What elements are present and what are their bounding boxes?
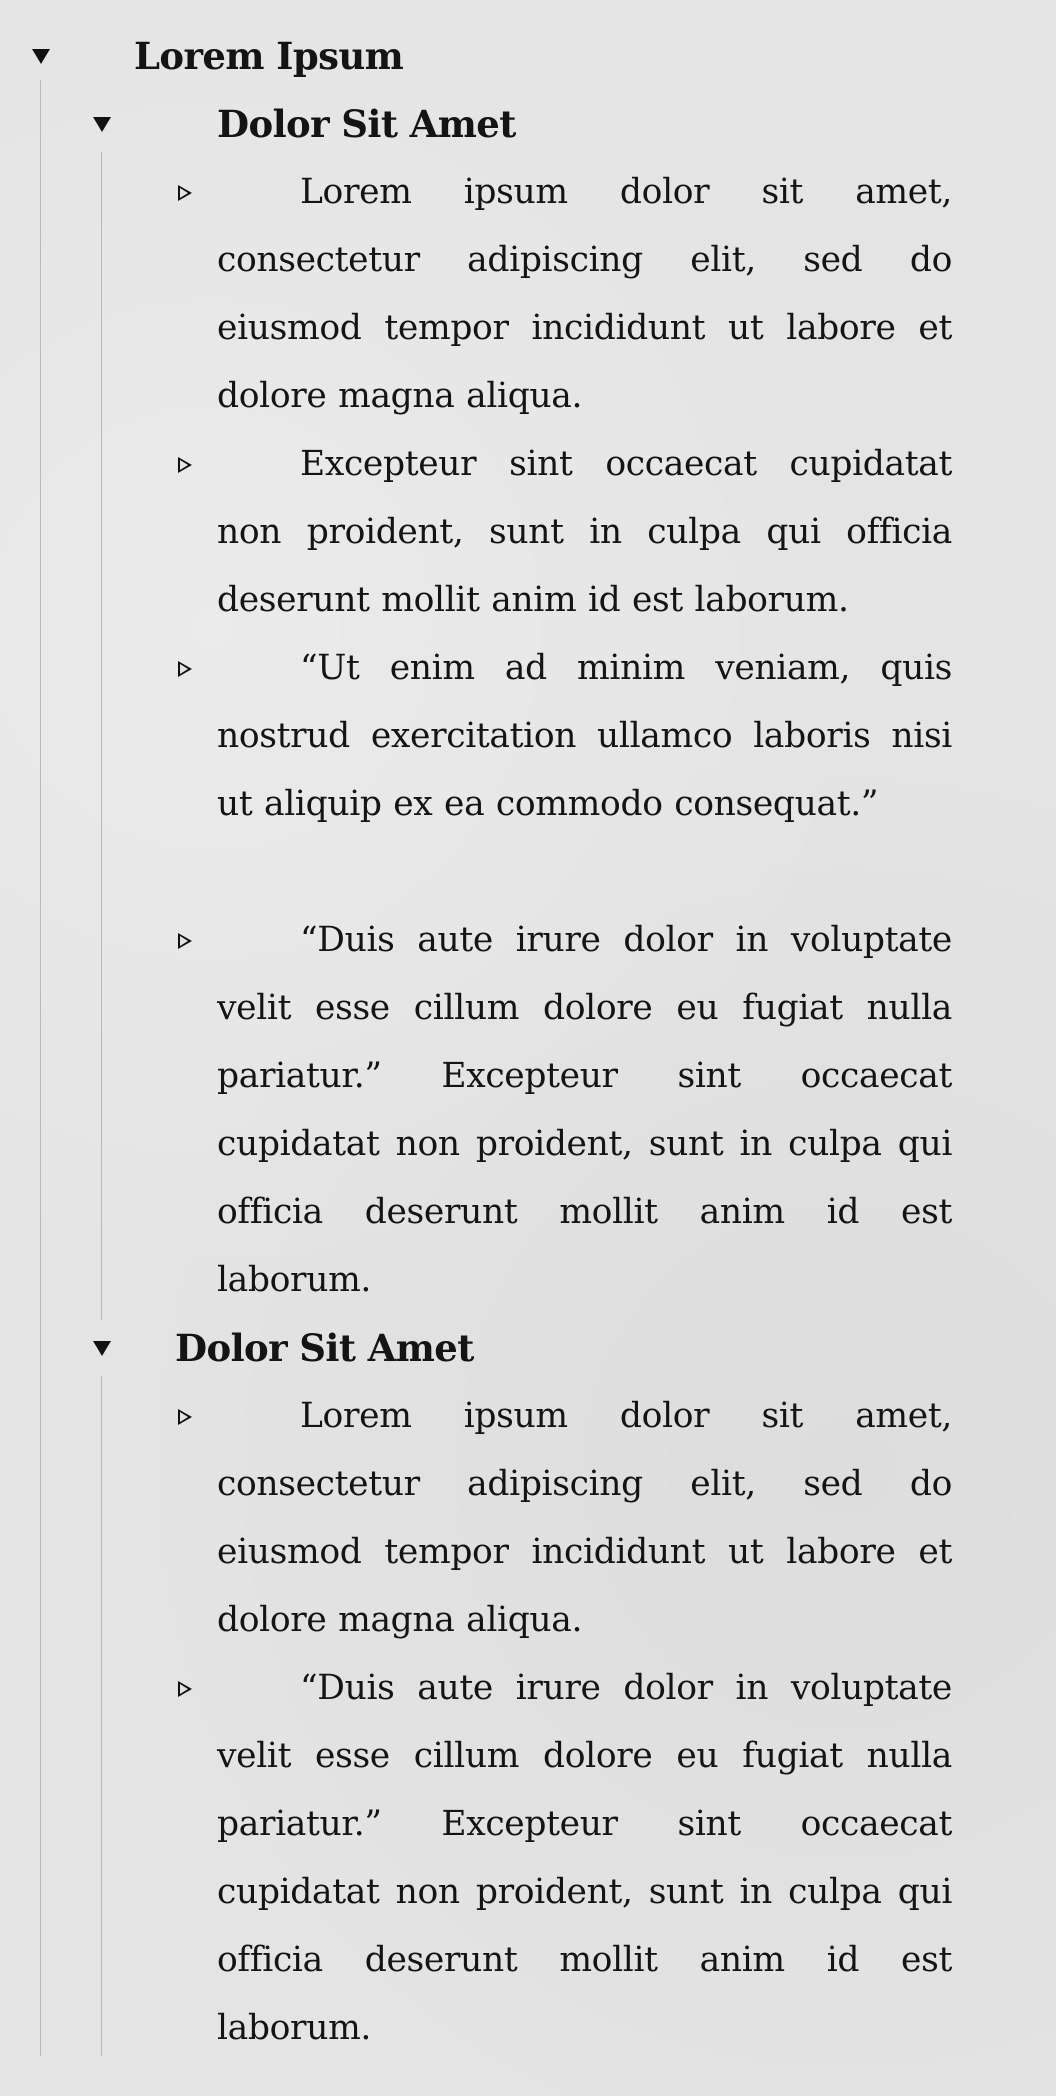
section-collapse-toggle-icon[interactable]: [93, 1341, 111, 1356]
section-heading: Dolor Sit Amet: [175, 1326, 474, 1370]
section-guide-line: [101, 152, 102, 1320]
section-item-text: “Ut enim ad minim veniam, quis nostrud exercitation ullamco laboris nisi ut aliquip ex ea commodo consequat.”: [217, 648, 952, 824]
section-item-text: Lorem ipsum dolor sit amet, consectetur adipiscing elit, sed do eiusmod tempor incididunt ut labore et dolore magna aliqua.: [217, 1396, 952, 1640]
section-guide-line: [101, 1376, 102, 2056]
section-heading: Dolor Sit Amet: [217, 102, 516, 146]
expand-toggle-icon[interactable]: [178, 661, 192, 677]
outline-guide-line: [40, 80, 41, 2056]
expand-toggle-icon[interactable]: [178, 457, 192, 473]
collapse-toggle-icon[interactable]: [32, 49, 50, 64]
outline-title: Lorem Ipsum: [134, 34, 404, 78]
expand-toggle-icon[interactable]: [178, 933, 192, 949]
expand-toggle-icon[interactable]: [178, 1409, 192, 1425]
expand-toggle-icon[interactable]: [178, 185, 192, 201]
section-collapse-toggle-icon[interactable]: [93, 117, 111, 132]
expand-toggle-icon[interactable]: [178, 1681, 192, 1697]
section-item-text: Lorem ipsum dolor sit amet, consectetur adipiscing elit, sed do eiusmod tempor incididunt ut labore et dolore magna aliqua.: [217, 172, 952, 416]
section-item-text: “Duis aute irure dolor in voluptate velit esse cillum dolore eu fugiat nulla pariatur.” Excepteur sint occaecat cupidatat non proident, sunt in culpa qui officia deserunt mollit anim id est laborum.: [217, 1668, 952, 2048]
section-item-text: “Duis aute irure dolor in voluptate velit esse cillum dolore eu fugiat nulla pariatur.” Excepteur sint occaecat cupidatat non proident, sunt in culpa qui officia deserunt mollit anim id est laborum.: [217, 920, 952, 1300]
section-item-text: Excepteur sint occaecat cupidatat non proident, sunt in culpa qui officia deserunt mollit anim id est laborum.: [217, 444, 952, 620]
